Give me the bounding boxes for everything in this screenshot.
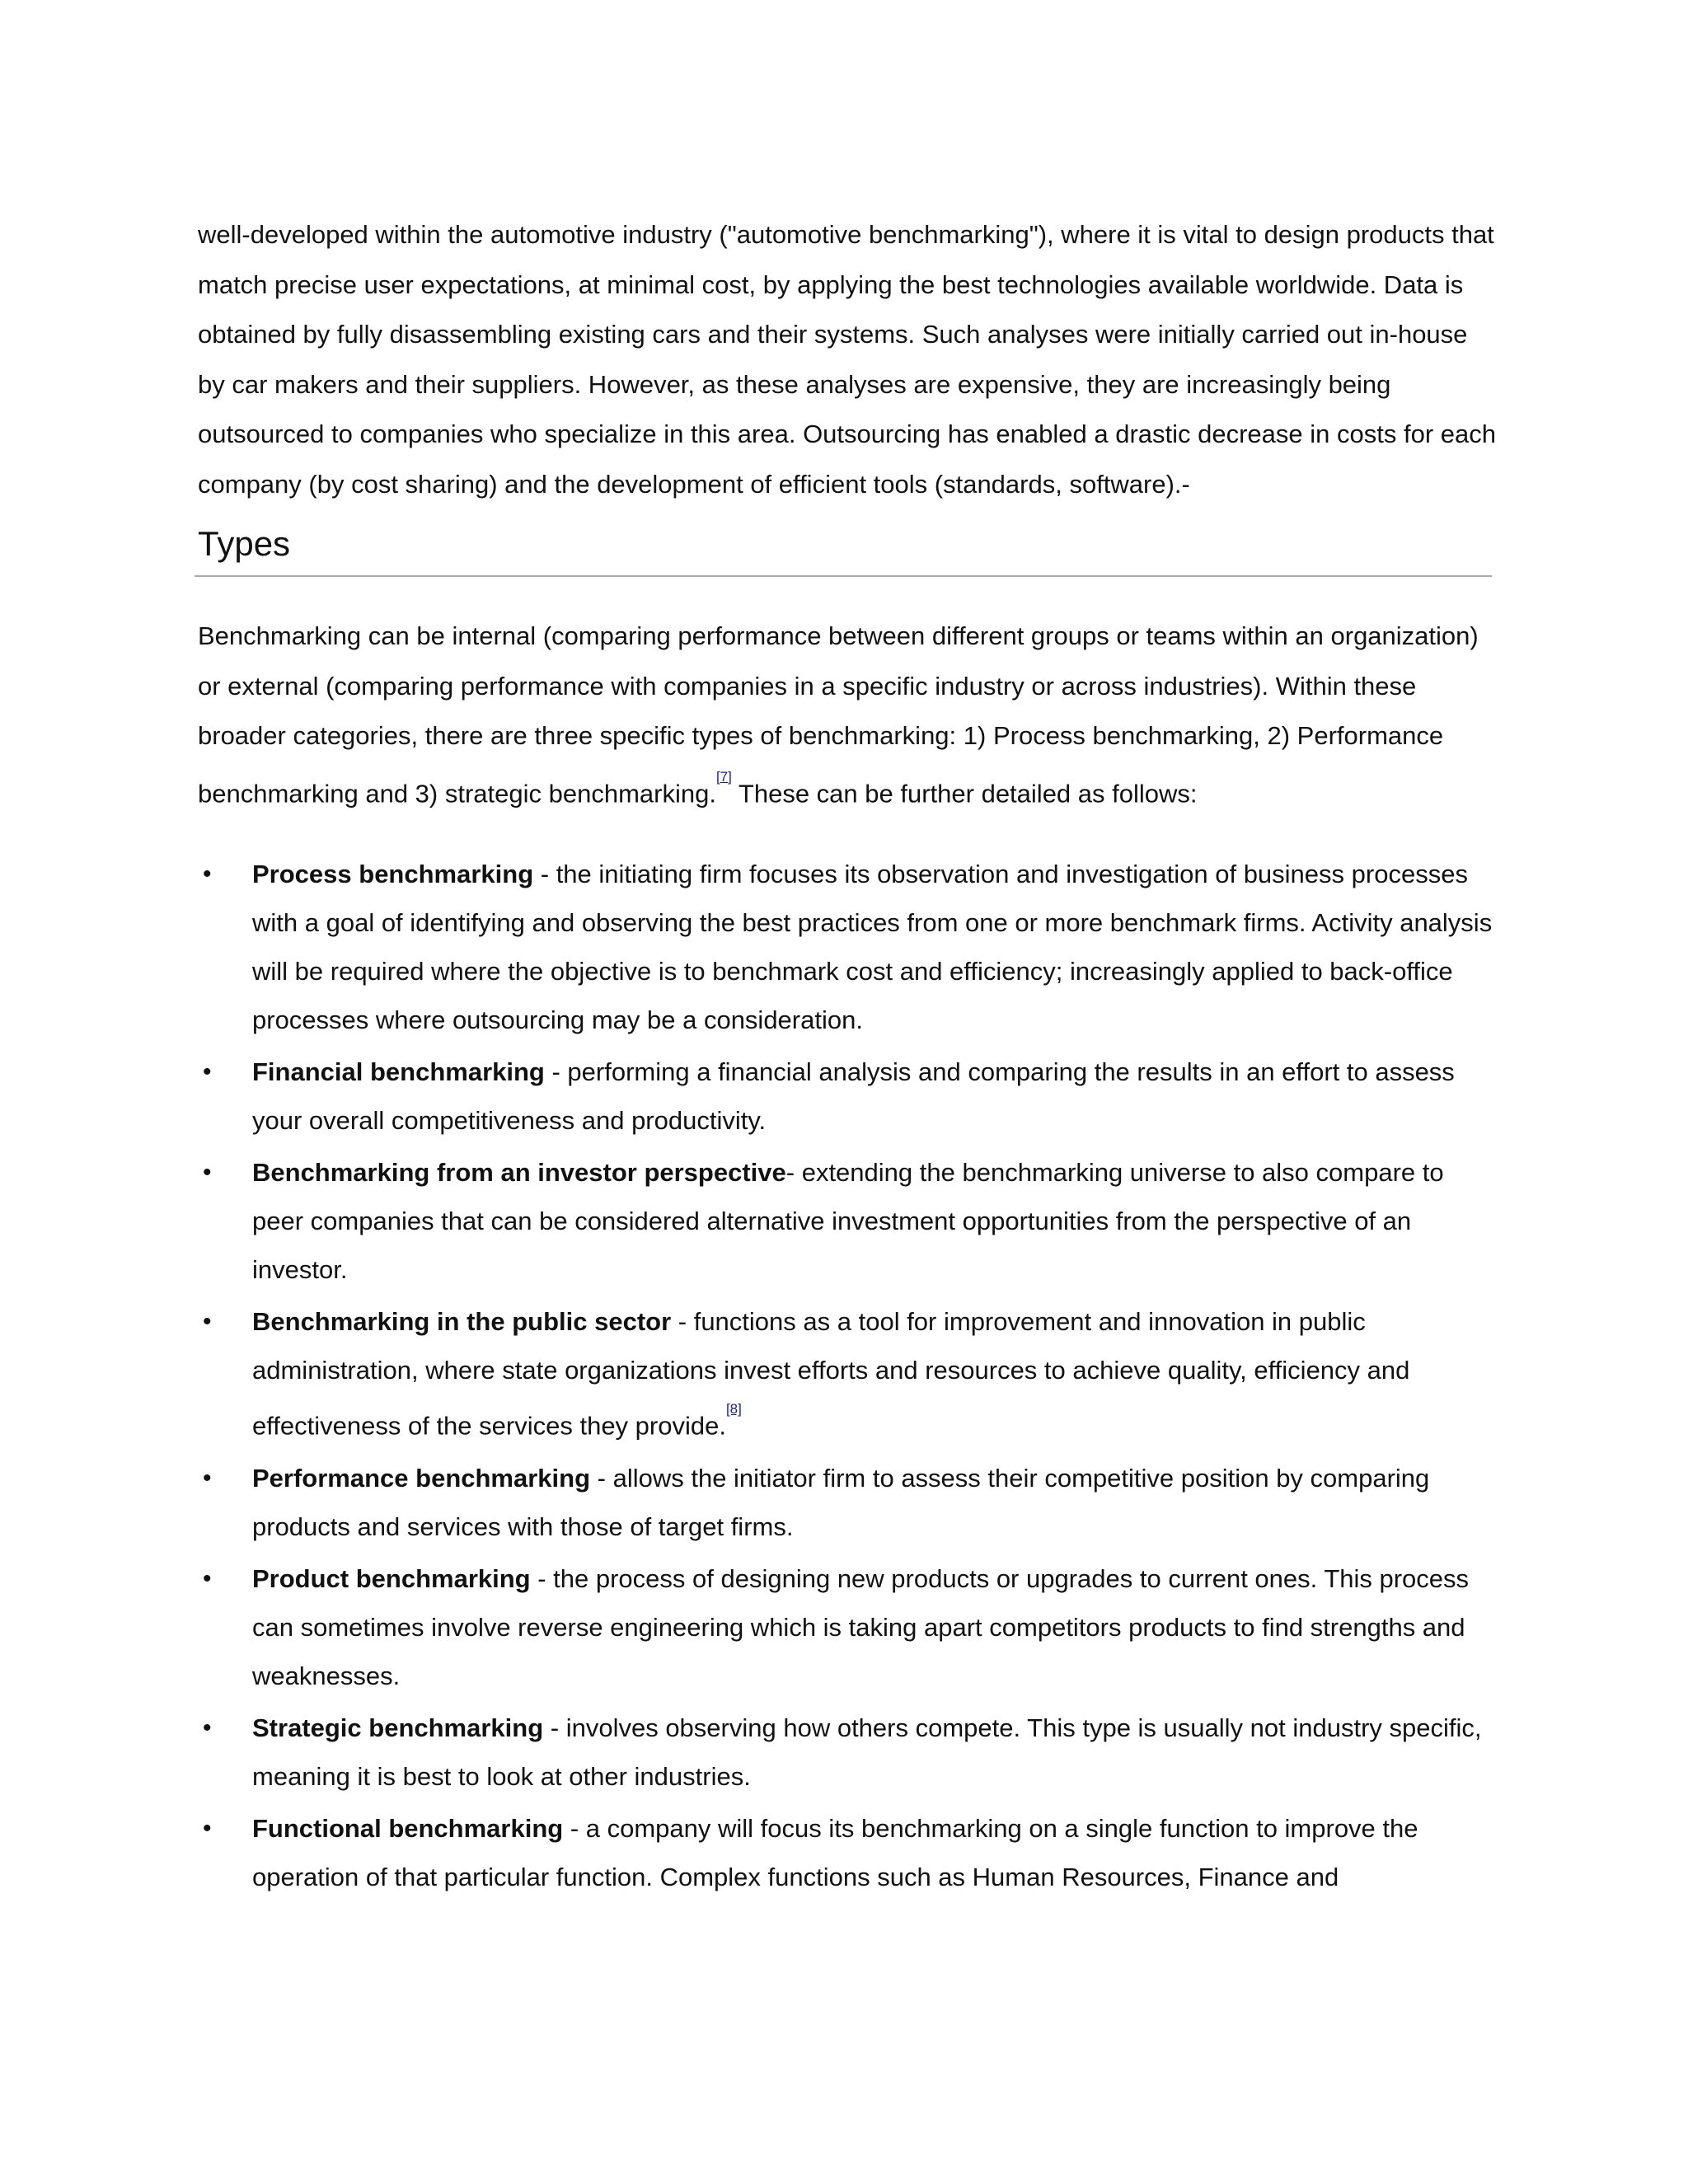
term-functional-benchmarking: Functional benchmarking [252,1813,564,1843]
bullet-icon: • [203,1159,212,1187]
bullet-icon: • [203,1814,212,1842]
types-intro-text: Benchmarking can be internal (comparing performance between different groups or teams within an organization) or external (comparing performance with companies in a specific industry or across industries). Within these broader categories, there are three specific types of benchmarking: 1) Process benchmarking, 2) Performance benchmarking and 3) strategic benchmarking. [198,621,1479,808]
list-item-investor-perspective [198,1148,1500,1294]
desc-process-benchmarking: - the initiating firm focuses its observation and investigation of business processes with a goal of identifying and observing the best practices from one or more benchmark firms. Activity analysis will be required where the objective is to benchmark cost and efficiency; increasingly applied to back-office processes where outsourcing may be a consideration. [252,860,1493,1035]
term-financial-benchmarking: Financial benchmarking [252,1057,545,1087]
reference-7 [715,768,732,798]
list-item-public-sector [198,1297,1500,1450]
document-page [198,210,1500,1905]
list-item-product-benchmarking [198,1554,1500,1700]
bullet-icon: • [203,1464,212,1492]
types-intro-text-end: These can be further detailed as follows: [731,778,1198,808]
desc-performance-benchmarking: - allows the initiator firm to assess their competitive position by comparing products and services with those of target firms. [252,1463,1430,1541]
term-public-sector: Benchmarking in the public sector [252,1307,672,1337]
reference-8-link[interactable]: [8] [725,1401,742,1418]
term-strategic-benchmarking: Strategic benchmarking [252,1713,544,1742]
desc-strategic-benchmarking: - involves observing how others compete. This type is usually not industry specific, meaning it is best to look at other industries. [252,1713,1482,1791]
desc-public-sector: - functions as a tool for improvement and innovation in public administration, where state organizations invest efforts and resources to achieve quality, efficiency and effectiveness of the services they provide. [252,1307,1410,1441]
types-intro-paragraph [198,612,1500,818]
reference-8 [725,1401,742,1430]
bullet-icon: • [203,860,212,888]
term-product-benchmarking: Product benchmarking [252,1563,531,1593]
desc-investor-perspective: - extending the benchmarking universe to also compare to peer companies that can be considered alternative investment opportunities from the perspective of an investor. [252,1158,1444,1285]
bullet-icon: • [203,1308,212,1336]
term-performance-benchmarking: Performance benchmarking [252,1463,591,1493]
desc-financial-benchmarking: - performing a financial analysis and comparing the results in an effort to assess your overall competitiveness and productivity. [252,1057,1455,1136]
bullet-icon: • [203,1058,212,1086]
list-item-strategic-benchmarking [198,1704,1500,1801]
reference-7-link[interactable]: [7] [715,768,732,785]
desc-functional-benchmarking: - a company will focus its benchmarking on a single function to improve the operation of that particular function. Complex functions such as Human Resources, Finance and [252,1813,1418,1891]
term-investor-perspective: Benchmarking from an investor perspective [252,1158,786,1188]
benchmarking-types-list [198,850,1500,1900]
list-item-performance-benchmarking [198,1454,1500,1551]
bullet-icon: • [203,1713,212,1741]
term-process-benchmarking: Process benchmarking [252,860,534,889]
desc-product-benchmarking: - the process of designing new products or upgrades to current ones. This process can sometimes involve reverse engineering which is taking apart competitors products to find strengths and weaknesses. [252,1563,1470,1690]
list-item-financial-benchmarking [198,1047,1500,1145]
list-item-process-benchmarking [198,850,1500,1044]
bullet-icon: • [203,1564,212,1592]
section-heading-types: Types [195,521,1492,577]
intro-paragraph: well-developed within the automotive industry ("automotive benchmarking"), where it is vital to design products that match precise user expectations, at minimal cost, by applying the best technologies available worldwide. Data is obtained by fully disassembling existing cars and their systems. Such analyses were initially carried out in-house by car makers and their suppliers. However, as these analyses are expensive, they are increasingly being outsourced to companies who specialize in this area. Outsourcing has enabled a drastic decrease in costs for each company (by cost sharing) and the development of efficient tools (standards, software).- [198,220,1496,499]
list-item-functional-benchmarking [198,1804,1500,1901]
